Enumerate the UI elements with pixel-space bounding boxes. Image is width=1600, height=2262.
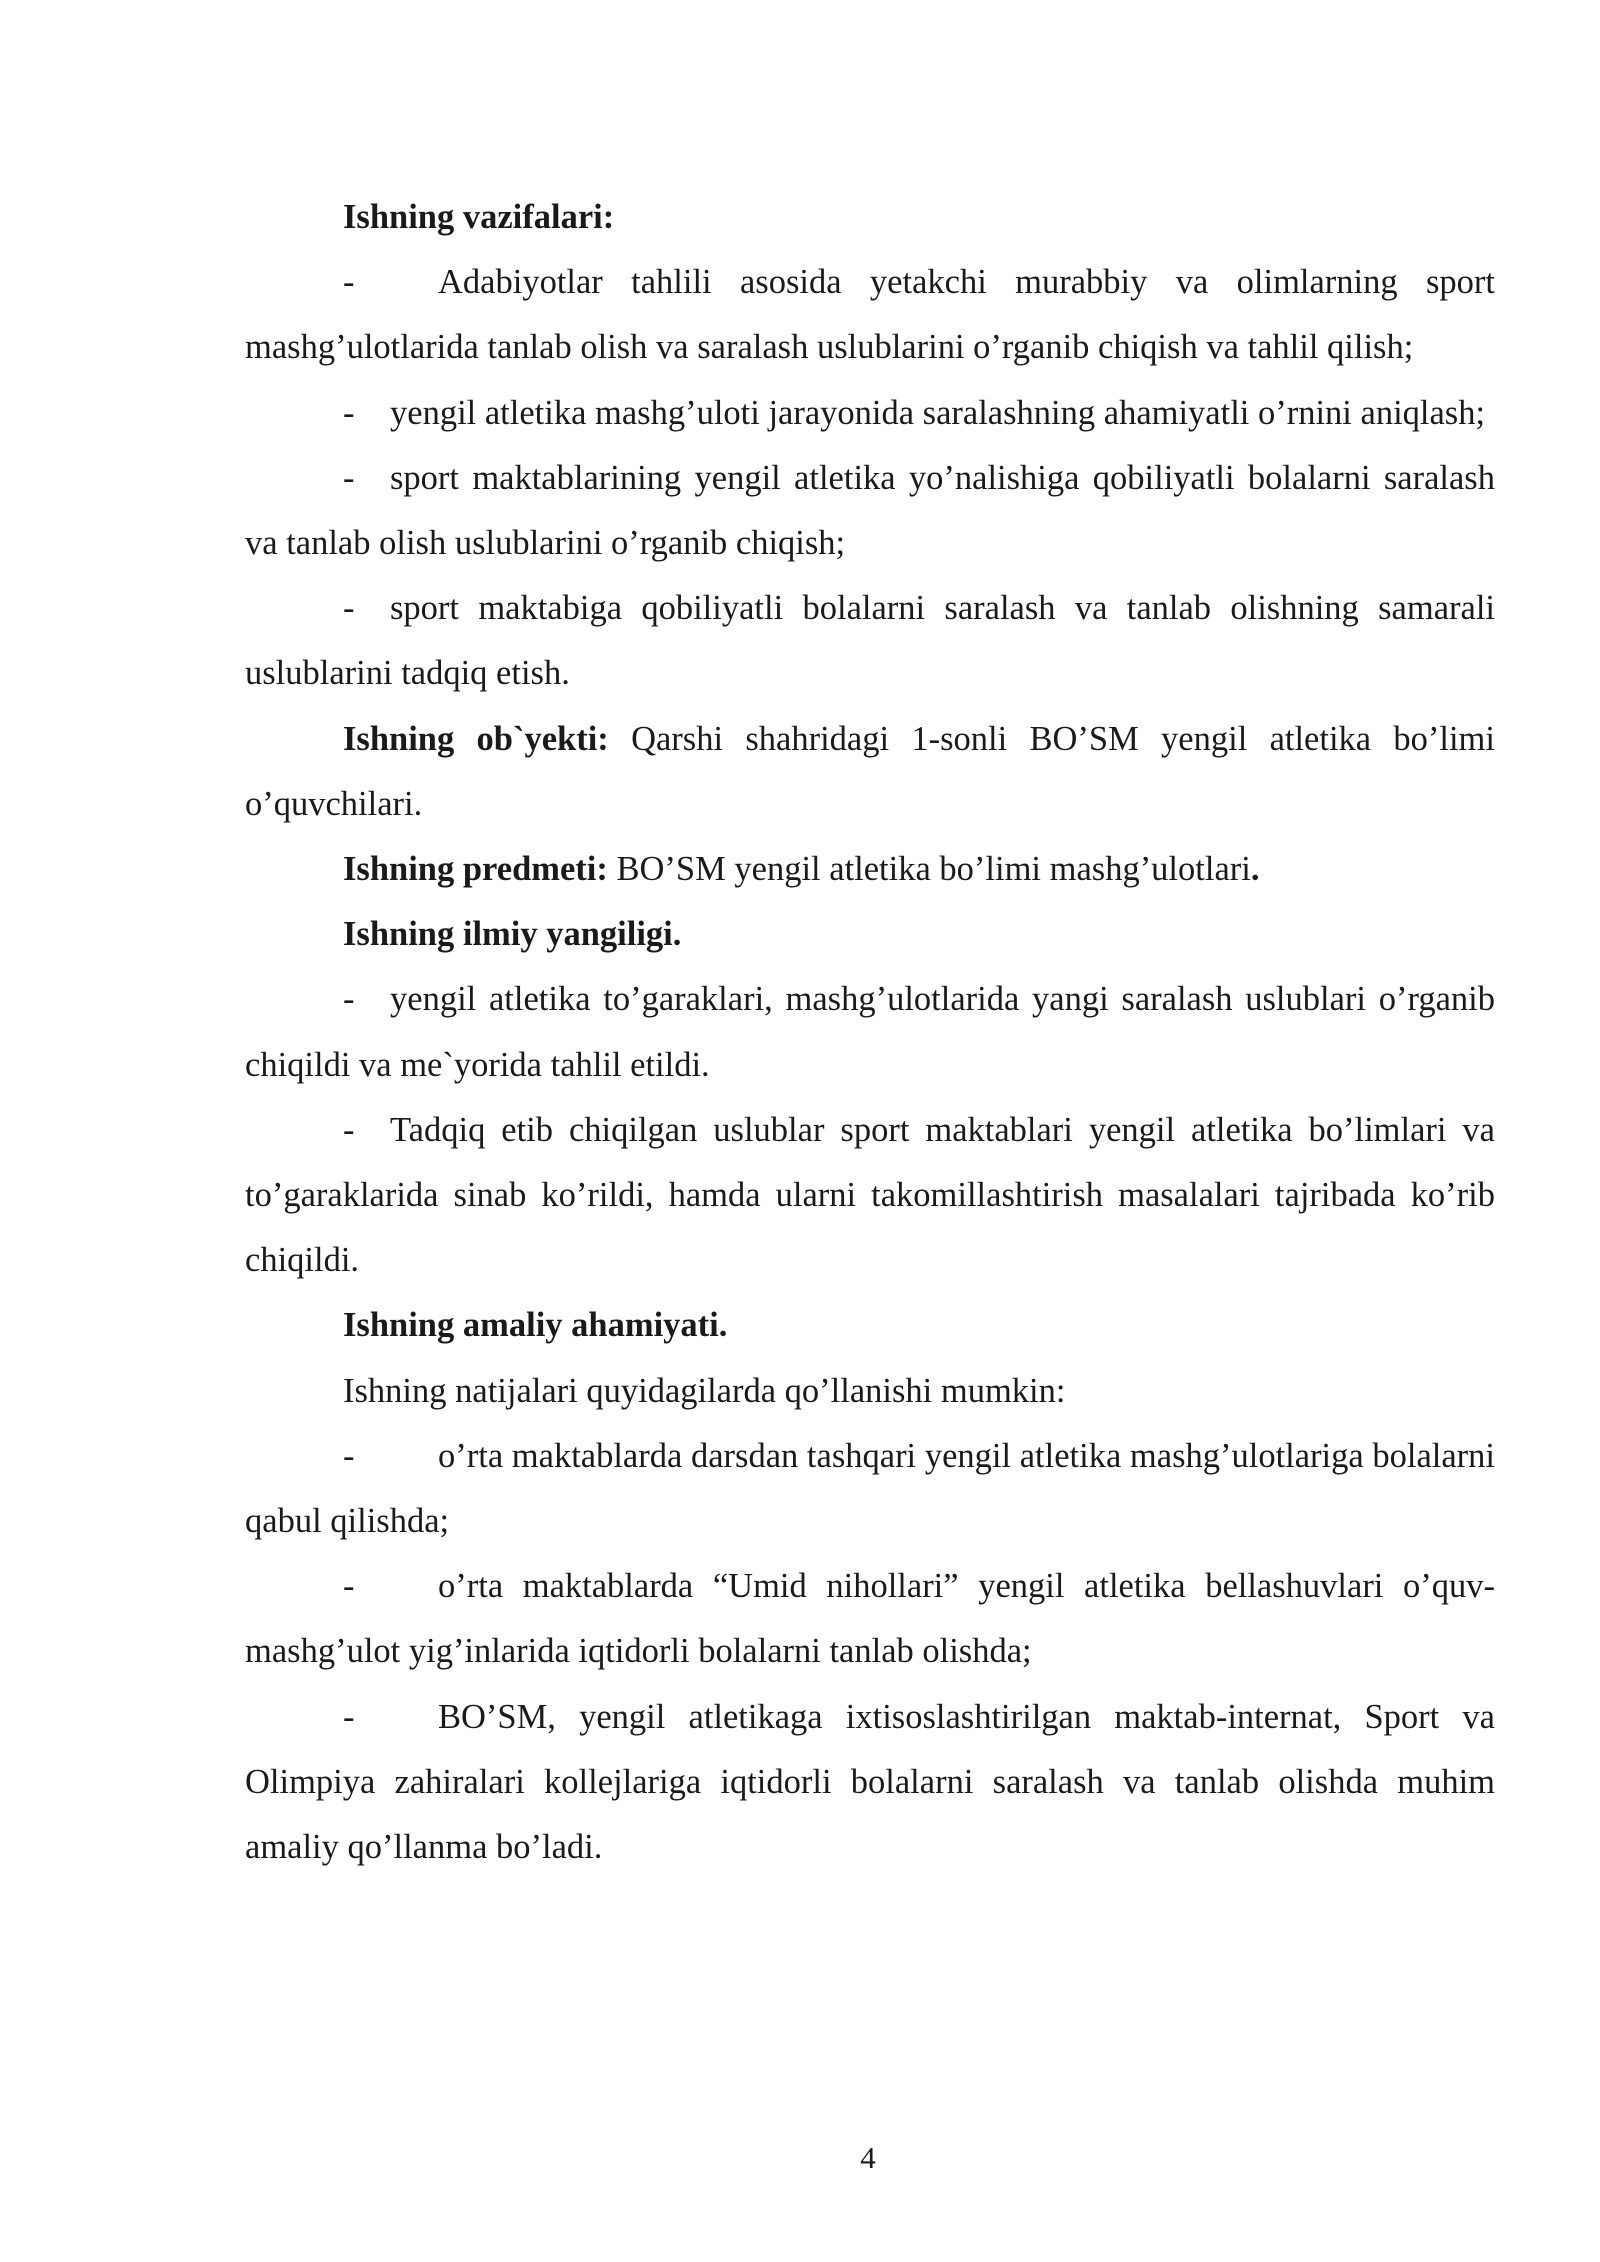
practical-item-text: o’rta maktablarda “Umid nihollari” yengil atletika bellashuvlari o’quv-mashg’ulot yig’inlarida iqtidorli bolalarni tanlab olishda; bbox=[245, 1567, 1495, 1671]
practical-intro: Ishning natijalari quyidagilarda qo’llanishi mumkin: bbox=[343, 1371, 1066, 1410]
practical-item-text: o’rta maktablarda darsdan tashqari yengil atletika mashg’ulotlariga bolalarni qabul qilishda; bbox=[245, 1436, 1495, 1541]
task-item-3 bbox=[245, 446, 1495, 576]
novelty-item-2 bbox=[245, 1098, 1495, 1294]
list-dash: - bbox=[343, 458, 355, 497]
practical-item-2 bbox=[245, 1554, 1495, 1684]
list-dash: - bbox=[343, 1697, 355, 1736]
task-item-text: sport maktabiga qobiliyatli bolalarni saralash va tanlab olishning samarali uslublarini tadqiq etish. bbox=[245, 589, 1495, 693]
subject-label: Ishning predmeti: bbox=[343, 850, 608, 889]
practical-item-1 bbox=[245, 1424, 1495, 1554]
list-dash: - bbox=[343, 1567, 355, 1606]
novelty-item-1 bbox=[245, 967, 1495, 1097]
novelty-heading: Ishning ilmiy yangiligi. bbox=[343, 915, 682, 954]
page-number: 4 bbox=[860, 2140, 876, 2175]
list-dash: - bbox=[343, 980, 355, 1019]
task-item-1 bbox=[245, 250, 1495, 380]
practical-item-text: BO’SM, yengil atletikaga ixtisoslashtirilgan maktab-internat, Sport va Olimpiya zahiralari kollejlariga iqtidorli bolalarni saralash va tanlab olishda muhim amaliy qo’llanma bo’ladi. bbox=[245, 1697, 1495, 1867]
subject-end-mark: . bbox=[1250, 850, 1260, 889]
object-label: Ishning ob`yekti: bbox=[343, 719, 609, 758]
novelty-item-text: yengil atletika to’garaklari, mashg’ulotlarida yangi saralash uslublari o’rganib chiqildi va me`yorida tahlil etildi. bbox=[245, 980, 1495, 1084]
list-dash: - bbox=[343, 263, 355, 302]
list-dash: - bbox=[343, 393, 355, 432]
subject-text: BO’SM yengil atletika bo’limi mashg’ulotlari bbox=[607, 850, 1251, 889]
list-dash: - bbox=[343, 1436, 355, 1475]
document-page bbox=[245, 185, 1495, 1880]
subject-paragraph bbox=[245, 837, 1495, 902]
object-paragraph bbox=[245, 707, 1495, 837]
task-item-2 bbox=[245, 381, 1495, 446]
task-item-text: yengil atletika mashg’uloti jarayonida saralashning ahamiyatli o’rnini aniqlash; bbox=[390, 393, 1486, 432]
object-text: Qarshi shahridagi 1-sonli BO’SM yengil atletika bo’limi o’quvchilari. bbox=[245, 719, 1495, 823]
task-item-4 bbox=[245, 576, 1495, 706]
practical-heading: Ishning amaliy ahamiyati. bbox=[343, 1306, 728, 1345]
task-item-text: sport maktablarining yengil atletika yo’nalishiga qobiliyatli bolalarni saralash va tanlab olish uslublarini o’rganib chiqish; bbox=[245, 458, 1495, 563]
task-item-text: Adabiyotlar tahlili asosida yetakchi murabbiy va olimlarning sport mashg’ulotlarida tanlab olish va saralash uslublarini o’rganib chiqish va tahlil qilish; bbox=[245, 263, 1495, 367]
tasks-heading: Ishning vazifalari: bbox=[343, 198, 615, 236]
novelty-item-text: Tadqiq etib chiqilgan uslublar sport maktablari yengil atletika bo’limlari va to’garaklarida sinab ko’rildi, hamda ularni takomillashtirish masalalari tajribada ko’rib chiqildi. bbox=[245, 1110, 1495, 1280]
list-dash: - bbox=[343, 1110, 355, 1149]
list-dash: - bbox=[343, 589, 355, 628]
practical-item-3 bbox=[245, 1685, 1495, 1881]
